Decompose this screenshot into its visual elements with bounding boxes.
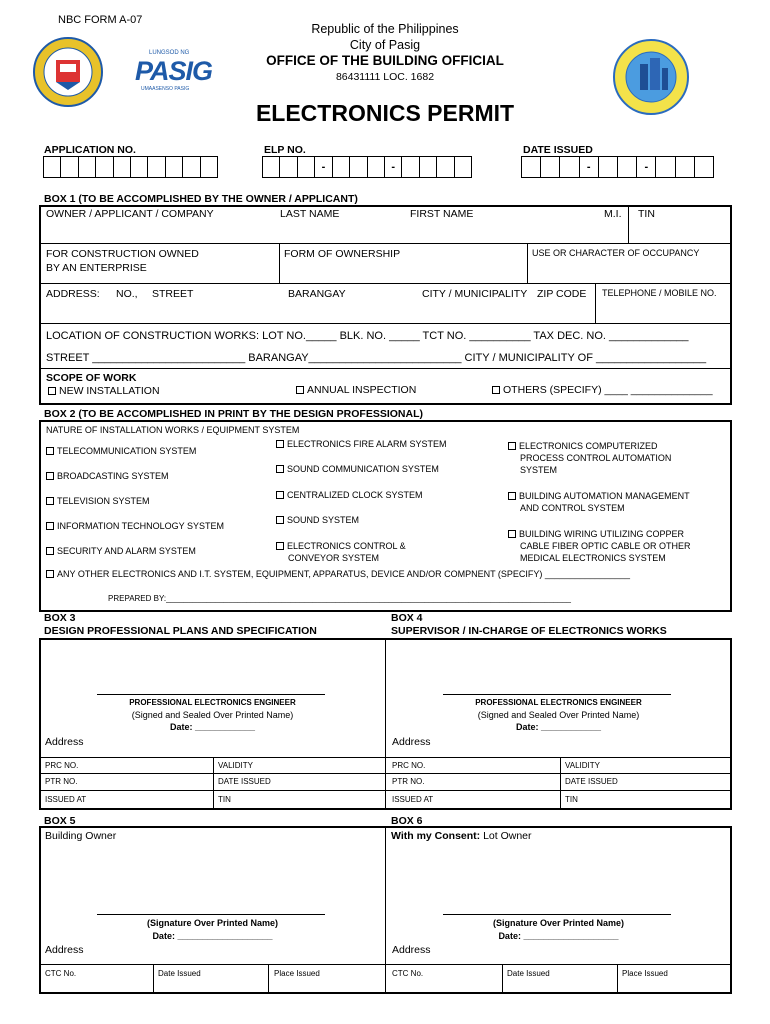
checkbox-icon[interactable] — [276, 542, 284, 550]
option-label: TELEVISION SYSTEM — [57, 496, 150, 506]
checkbox-icon[interactable] — [46, 570, 54, 578]
box4-date: Date: ____________ — [515, 722, 602, 732]
box4-date-issued: DATE ISSUED — [565, 777, 618, 786]
divider — [40, 323, 731, 324]
box3-tin: TIN — [218, 795, 231, 804]
divider — [628, 206, 629, 243]
box5-ctc: CTC No. — [45, 969, 77, 978]
prepared-by-line: PREPARED BY:___________________________________________________________________________________________ — [108, 594, 571, 603]
checkbox-icon[interactable] — [508, 442, 516, 450]
checkbox-icon[interactable] — [508, 530, 516, 538]
annual-inspection-option[interactable] — [296, 384, 416, 396]
box5-place: Place Issued — [274, 969, 320, 978]
wiring-option[interactable] — [508, 528, 691, 564]
computerized-option[interactable] — [508, 440, 671, 476]
automation-option[interactable] — [508, 490, 690, 514]
address-label: ADDRESS: — [46, 288, 100, 300]
permit-title: ELECTRONICS PERMIT — [255, 100, 515, 126]
box3-address: Address — [45, 736, 84, 748]
box5-date-issued: Date Issued — [158, 969, 201, 978]
divider — [386, 790, 731, 791]
box4-issued-at: ISSUED AT — [392, 795, 434, 804]
checkbox-icon[interactable] — [46, 497, 54, 505]
option-label: INFORMATION TECHNOLOGY SYSTEM — [57, 521, 225, 531]
box6-date-issued: Date Issued — [507, 969, 550, 978]
form-number: NBC FORM A-07 — [58, 14, 143, 26]
box3-signed: (Signed and Sealed Over Printed Name) — [131, 710, 294, 720]
option-label: SOUND SYSTEM — [287, 515, 360, 525]
divider — [153, 964, 154, 994]
checkbox-icon[interactable] — [276, 516, 284, 524]
box4-validity: VALIDITY — [565, 761, 600, 770]
box4-tin: TIN — [565, 795, 578, 804]
enterprise-label: BY AN ENTERPRISE — [46, 262, 147, 274]
date-issued-field[interactable]: - - — [521, 156, 714, 178]
control-option[interactable] — [276, 540, 406, 564]
box3-date: Date: ____________ — [169, 722, 256, 732]
box4-address: Address — [392, 736, 431, 748]
box5-date: Date: ___________________ — [152, 931, 273, 941]
option-label: CABLE FIBER OPTIC CABLE OR OTHER — [520, 541, 691, 551]
any-other-option[interactable] — [46, 569, 630, 579]
divider — [40, 964, 385, 965]
city-text: City of Pasig — [349, 38, 421, 52]
pasig-brand-logo — [135, 50, 215, 94]
nature-label: NATURE OF INSTALLATION WORKS / EQUIPMENT SYSTEM — [46, 425, 300, 435]
brand-top-text: LUNGSOD NG — [149, 50, 190, 56]
option-label: ANNUAL INSPECTION — [307, 384, 417, 396]
box3-title: DESIGN PROFESSIONAL PLANS AND SPECIFICATION — [44, 625, 317, 637]
option-label: ANY OTHER ELECTRONICS AND I.T. SYSTEM, EQUIPMENT, APPARATUS, DEVICE AND/OR COMPNENT (SPECIFY) _________________ — [57, 569, 631, 579]
first-name-label: FIRST NAME — [410, 208, 474, 220]
divider — [40, 283, 731, 284]
box6-consent: With my Consent: — [391, 830, 481, 842]
box3-ptr: PTR NO. — [45, 777, 78, 786]
option-label: NEW INSTALLATION — [59, 385, 160, 397]
divider — [560, 757, 561, 810]
box3-validity: VALIDITY — [218, 761, 253, 770]
last-name-label: LAST NAME — [280, 208, 340, 220]
office-title: OFFICE OF THE BUILDING OFFICIAL — [266, 53, 504, 68]
box5-signature: (Signature Over Printed Name) — [146, 918, 279, 928]
box3-date-issued: DATE ISSUED — [218, 777, 271, 786]
divider — [386, 773, 731, 774]
option-label: PROCESS CONTROL AUTOMATION — [520, 453, 672, 463]
divider — [213, 757, 214, 810]
construction-label: FOR CONSTRUCTION OWNED — [46, 248, 199, 260]
divider — [40, 243, 731, 244]
box4-signed: (Signed and Sealed Over Printed Name) — [477, 710, 640, 720]
box4-label: BOX 4 — [391, 612, 423, 624]
option-label: CENTRALIZED CLOCK SYSTEM — [287, 490, 423, 500]
divider — [527, 243, 528, 283]
option-label: SECURITY AND ALARM SYSTEM — [57, 546, 196, 556]
option-label: ELECTRONICS FIRE ALARM SYSTEM — [287, 439, 447, 449]
option-label: SOUND COMMUNICATION SYSTEM — [287, 464, 439, 474]
barangay-label: BARANGAY — [288, 288, 346, 300]
divider — [502, 964, 503, 994]
divider — [385, 826, 386, 994]
divider — [617, 964, 618, 994]
clock-option[interactable] — [276, 490, 423, 500]
television-option[interactable] — [46, 496, 150, 506]
signature-line — [97, 694, 325, 695]
sound-option[interactable] — [276, 515, 359, 525]
telecom-option[interactable] — [46, 446, 196, 456]
divider — [279, 243, 280, 283]
option-label: TELECOMMUNICATION SYSTEM — [57, 446, 197, 456]
box6-signature: (Signature Over Printed Name) — [492, 918, 625, 928]
divider — [386, 757, 731, 758]
signature-line — [443, 914, 671, 915]
box5-title: Building Owner — [45, 830, 117, 842]
box3-prc: PRC NO. — [45, 761, 79, 770]
signature-line — [443, 694, 671, 695]
checkbox-icon[interactable] — [46, 472, 54, 480]
no-label: NO., — [116, 288, 138, 300]
checkbox-icon[interactable] — [508, 492, 516, 500]
box4-engineer: PROFESSIONAL ELECTRONICS ENGINEER — [475, 698, 642, 707]
box6-date: Date: ___________________ — [498, 931, 619, 941]
mi-label: M.I. — [604, 208, 622, 220]
box4-title: SUPERVISOR / IN-CHARGE OF ELECTRONICS WORKS — [391, 625, 667, 637]
checkbox-icon[interactable] — [492, 386, 500, 394]
tin-label: TIN — [638, 208, 655, 220]
obo-seal-logo — [612, 38, 690, 116]
sound-comm-option[interactable] — [276, 464, 439, 474]
option-label: CONVEYOR SYSTEM — [288, 553, 380, 563]
checkbox-icon[interactable] — [276, 465, 284, 473]
box1-title: BOX 1 (TO BE ACCOMPLISHED BY THE OWNER / APPLICANT) — [44, 193, 358, 205]
others-option[interactable] — [492, 384, 713, 396]
application-no-field[interactable] — [43, 156, 218, 178]
checkbox-icon[interactable] — [276, 440, 284, 448]
republic-text: Republic of the Philippines — [311, 22, 459, 36]
street-label: STREET — [152, 288, 194, 300]
brand-sub-text: UMAASENSO PASIG — [141, 86, 190, 92]
checkbox-icon[interactable] — [48, 387, 56, 395]
zip-label: ZIP CODE — [537, 288, 587, 300]
box6-place: Place Issued — [622, 969, 668, 978]
it-option[interactable] — [46, 521, 224, 531]
street-line: STREET _________________________ BARANGAY_________________________ CITY / MUNICIPALITY OF __________________ — [46, 352, 707, 364]
fire-alarm-option[interactable] — [276, 439, 447, 449]
checkbox-icon[interactable] — [46, 522, 54, 530]
box3-issued-at: ISSUED AT — [45, 795, 87, 804]
option-label: BROADCASTING SYSTEM — [57, 471, 169, 481]
checkbox-icon[interactable] — [46, 547, 54, 555]
new-installation-option[interactable] — [48, 385, 160, 397]
application-no-label: APPLICATION NO. — [44, 144, 136, 156]
city-label: CITY / MUNICIPALITY — [422, 288, 528, 300]
box3-engineer: PROFESSIONAL ELECTRONICS ENGINEER — [129, 698, 296, 707]
divider — [595, 283, 596, 323]
telephone-label: TELEPHONE / MOBILE NO. — [602, 288, 717, 298]
box6-address: Address — [392, 944, 431, 956]
office-phone: 86431111 LOC. 1682 — [335, 71, 435, 83]
option-label: ELECTRONICS COMPUTERIZED — [519, 441, 658, 451]
security-option[interactable] — [46, 546, 196, 556]
elp-no-label: ELP NO. — [264, 144, 306, 156]
option-label: BUILDING WIRING UTILIZING COPPER — [519, 529, 685, 539]
checkbox-icon[interactable] — [46, 447, 54, 455]
box3-label: BOX 3 — [44, 612, 76, 624]
pasig-seal-logo — [32, 36, 104, 108]
box6-label: BOX 6 — [391, 815, 423, 827]
broadcasting-option[interactable] — [46, 471, 169, 481]
location-line: LOCATION OF CONSTRUCTION WORKS: LOT NO._____ BLK. NO. _____ TCT NO. __________ TAX DEC. NO. _____________ — [46, 330, 689, 342]
brand-pasig-text: PASIG — [135, 56, 213, 86]
option-label: BUILDING AUTOMATION MANAGEMENT — [519, 491, 690, 501]
scope-title: SCOPE OF WORK — [46, 372, 137, 384]
form-of-ownership-label: FORM OF OWNERSHIP — [284, 248, 401, 260]
option-label: SYSTEM — [520, 465, 558, 475]
checkbox-icon[interactable] — [296, 386, 304, 394]
owner-label: OWNER / APPLICANT / COMPANY — [46, 208, 214, 220]
box4-ptr: PTR NO. — [392, 777, 425, 786]
option-label: AND CONTROL SYSTEM — [520, 503, 625, 513]
date-issued-label: DATE ISSUED — [523, 144, 593, 156]
box5-address: Address — [45, 944, 84, 956]
elp-no-field[interactable]: - - — [262, 156, 472, 178]
box2-title: BOX 2 (TO BE ACCOMPLISHED IN PRINT BY THE DESIGN PROFESSIONAL) — [44, 408, 424, 420]
box6-ctc: CTC No. — [392, 969, 424, 978]
divider — [386, 964, 731, 965]
occupancy-label: USE OR CHARACTER OF OCCUPANCY — [532, 248, 700, 258]
box6-title: Lot Owner — [483, 830, 532, 842]
option-label: ELECTRONICS CONTROL & — [287, 541, 406, 551]
signature-line — [97, 914, 325, 915]
divider — [40, 368, 731, 369]
option-label: OTHERS (SPECIFY) ____ ______________ — [503, 384, 713, 396]
option-label: MEDICAL ELECTRONICS SYSTEM — [520, 553, 666, 563]
box5-label: BOX 5 — [44, 815, 76, 827]
divider — [268, 964, 269, 994]
box4-prc: PRC NO. — [392, 761, 426, 770]
checkbox-icon[interactable] — [276, 491, 284, 499]
